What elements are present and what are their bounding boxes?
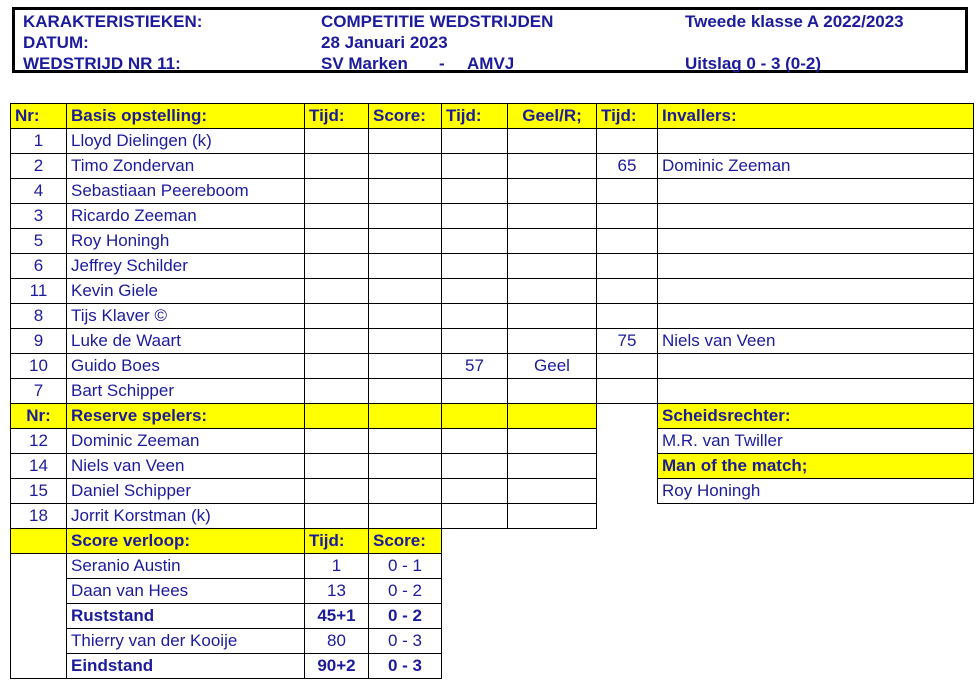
- goal-time: [305, 129, 369, 154]
- substitute-name: [658, 229, 974, 254]
- goal-time: [305, 329, 369, 354]
- score-value: 0 - 3: [369, 629, 442, 654]
- sub-time: [597, 279, 658, 304]
- substitute-name: [658, 179, 974, 204]
- spacer-cell: [442, 604, 508, 629]
- goal-minute: 1: [305, 554, 369, 579]
- reserve-blank: [508, 454, 597, 479]
- goal-score: [369, 379, 442, 404]
- spacer-cell: [442, 629, 508, 654]
- goal-time: [305, 379, 369, 404]
- goal-time: [305, 304, 369, 329]
- player-number: 2: [11, 154, 67, 179]
- goal-score: [369, 154, 442, 179]
- goal-time: [305, 254, 369, 279]
- goal-score: [369, 329, 442, 354]
- card-time: [442, 229, 508, 254]
- goal-score: [369, 354, 442, 379]
- reserve-row: [11, 454, 974, 479]
- reserve-name: Dominic Zeeman: [67, 429, 305, 454]
- sub-time: [597, 229, 658, 254]
- score-value: 0 - 3: [369, 654, 442, 679]
- reserve-number: 14: [11, 454, 67, 479]
- scorer-name: Daan van Hees: [67, 579, 305, 604]
- spacer-cell: [442, 579, 508, 604]
- player-name: Ricardo Zeeman: [67, 204, 305, 229]
- spacer-cell: [508, 554, 597, 579]
- player-number: 10: [11, 354, 67, 379]
- goal-time: [305, 279, 369, 304]
- goal-score: [369, 129, 442, 154]
- substitute-name: [658, 204, 974, 229]
- reserve-blank: [442, 504, 508, 529]
- spacer-cell: [658, 654, 974, 679]
- lineup-row: [11, 179, 974, 204]
- score-row: [11, 604, 974, 629]
- card-type: Geel: [508, 354, 597, 379]
- reserve-blank: [442, 479, 508, 504]
- reserve-blank: [369, 504, 442, 529]
- spacer-cell: [597, 529, 658, 554]
- player-name: Luke de Waart: [67, 329, 305, 354]
- league-season: Tweede klasse A 2022/2023: [685, 12, 904, 31]
- goal-score: [369, 229, 442, 254]
- lineup-row: [11, 379, 974, 404]
- player-number: 4: [11, 179, 67, 204]
- player-name: Tijs Klaver ©: [67, 304, 305, 329]
- reserve-name: Daniel Schipper: [67, 479, 305, 504]
- score-row-blank: [11, 654, 67, 679]
- motm-label: Man of the match;: [658, 454, 974, 479]
- reserve-nr-header: Nr:: [11, 404, 67, 429]
- goal-time: [305, 229, 369, 254]
- player-number: 6: [11, 254, 67, 279]
- score-value: 0 - 2: [369, 579, 442, 604]
- scorer-name: Seranio Austin: [67, 554, 305, 579]
- score-time-header: Tijd:: [305, 529, 369, 554]
- card-time: [442, 279, 508, 304]
- card-type: [508, 204, 597, 229]
- scorer-name: Thierry van der Kooije: [67, 629, 305, 654]
- card-time: [442, 204, 508, 229]
- substitute-name: [658, 379, 974, 404]
- reserve-row: [11, 504, 974, 529]
- scorer-name: Ruststand: [67, 604, 305, 629]
- scorer-name: Eindstand: [67, 654, 305, 679]
- reserve-blank: [508, 429, 597, 454]
- card-time: [442, 329, 508, 354]
- motm-name: Roy Honingh: [658, 479, 974, 504]
- card-type: [508, 304, 597, 329]
- player-name: Sebastiaan Peereboom: [67, 179, 305, 204]
- competition-type: COMPETITIE WEDSTRIJDEN: [321, 12, 554, 31]
- player-name: Bart Schipper: [67, 379, 305, 404]
- goal-minute: 80: [305, 629, 369, 654]
- card-time: [442, 304, 508, 329]
- card-type: [508, 229, 597, 254]
- sub-time: [597, 179, 658, 204]
- player-number: 11: [11, 279, 67, 304]
- sub-time: [597, 354, 658, 379]
- referee-label: Scheidsrechter:: [658, 404, 974, 429]
- match-header: [12, 7, 968, 73]
- away-team: AMVJ: [467, 54, 515, 73]
- goal-time: [305, 354, 369, 379]
- player-number: 5: [11, 229, 67, 254]
- reserve-row: [11, 479, 974, 504]
- player-name: Guido Boes: [67, 354, 305, 379]
- lineup-row: [11, 254, 974, 279]
- spacer-cell: [442, 654, 508, 679]
- lineup-row: [11, 279, 974, 304]
- spacer-cell: [597, 629, 658, 654]
- reserve-header-blank: [369, 404, 442, 429]
- reserve-header-blank: [442, 404, 508, 429]
- goal-score: [369, 179, 442, 204]
- reserve-name: Niels van Veen: [67, 454, 305, 479]
- reserve-blank: [369, 429, 442, 454]
- spacer-cell: [442, 554, 508, 579]
- goal-time: [305, 154, 369, 179]
- player-name: Kevin Giele: [67, 279, 305, 304]
- reserve-blank: [369, 454, 442, 479]
- score-row-blank: [11, 579, 67, 604]
- goal-time: [305, 204, 369, 229]
- substitute-name: [658, 129, 974, 154]
- player-name: Timo Zondervan: [67, 154, 305, 179]
- sub-time: [597, 204, 658, 229]
- spacer-cell: [508, 579, 597, 604]
- goal-minute: 13: [305, 579, 369, 604]
- reserve-blank: [508, 504, 597, 529]
- score-header-row: [11, 529, 974, 554]
- reserve-header: Reserve spelers:: [67, 404, 305, 429]
- reserve-blank: [305, 429, 369, 454]
- card-type: [508, 379, 597, 404]
- characteristics-label: KARAKTERISTIEKEN:: [23, 12, 203, 31]
- spacer-cell: [658, 629, 974, 654]
- sub-time: [597, 254, 658, 279]
- substitute-name: [658, 354, 974, 379]
- card-type: [508, 279, 597, 304]
- score-progress-header: Score verloop:: [67, 529, 305, 554]
- reserve-row: [11, 429, 974, 454]
- player-name: Jeffrey Schilder: [67, 254, 305, 279]
- spacer-cell: [658, 554, 974, 579]
- reserve-blank: [508, 479, 597, 504]
- goal-minute: 90+2: [305, 654, 369, 679]
- score-row: [11, 629, 974, 654]
- date-label: DATUM:: [23, 33, 89, 52]
- match-sheet-table: [10, 103, 974, 679]
- player-name: Roy Honingh: [67, 229, 305, 254]
- score-value: 0 - 1: [369, 554, 442, 579]
- tijd-header: Tijd:: [305, 104, 369, 129]
- reserve-header-row: [11, 404, 974, 429]
- substitute-name: [658, 254, 974, 279]
- spacer-cell: [508, 529, 597, 554]
- spacer-cell: [597, 504, 658, 529]
- player-number: 3: [11, 204, 67, 229]
- basis-header: Basis opstelling:: [67, 104, 305, 129]
- spacer-cell: [658, 504, 974, 529]
- spacer-cell: [508, 654, 597, 679]
- score-row: [11, 654, 974, 679]
- reserve-name: Jorrit Korstman (k): [67, 504, 305, 529]
- invallers-header: Invallers:: [658, 104, 974, 129]
- score-row-blank: [11, 554, 67, 579]
- spacer-cell: [597, 604, 658, 629]
- lineup-row: [11, 154, 974, 179]
- sub-time: [597, 129, 658, 154]
- reserve-blank: [305, 504, 369, 529]
- substitute-name: Dominic Zeeman: [658, 154, 974, 179]
- referee-name: M.R. van Twiller: [658, 429, 974, 454]
- goal-score: [369, 304, 442, 329]
- match-result: Uitslag 0 - 3 (0-2): [685, 54, 822, 73]
- spacer-cell: [442, 529, 508, 554]
- goal-time: [305, 179, 369, 204]
- score-row: [11, 554, 974, 579]
- goal-score: [369, 254, 442, 279]
- card-time-header: Tijd:: [442, 104, 508, 129]
- player-number: 8: [11, 304, 67, 329]
- player-number: 1: [11, 129, 67, 154]
- reserve-blank: [442, 429, 508, 454]
- lineup-row: [11, 204, 974, 229]
- lineup-row: [11, 304, 974, 329]
- reserve-number: 18: [11, 504, 67, 529]
- reserve-blank: [442, 454, 508, 479]
- match-number-label: WEDSTRIJD NR 11:: [23, 54, 181, 73]
- goal-score: [369, 279, 442, 304]
- spacer-cell: [658, 579, 974, 604]
- spacer-cell: [597, 579, 658, 604]
- card-time: [442, 379, 508, 404]
- spacer-cell: [597, 479, 658, 504]
- card-type: [508, 254, 597, 279]
- spacer-cell: [597, 404, 658, 429]
- substitute-name: Niels van Veen: [658, 329, 974, 354]
- reserve-header-blank: [305, 404, 369, 429]
- card-header: Geel/R;: [508, 104, 597, 129]
- player-name: Lloyd Dielingen (k): [67, 129, 305, 154]
- score-row: [11, 579, 974, 604]
- home-team: SV Marken: [321, 54, 408, 73]
- reserve-number: 12: [11, 429, 67, 454]
- card-type: [508, 179, 597, 204]
- goal-minute: 45+1: [305, 604, 369, 629]
- sub-time-header: Tijd:: [597, 104, 658, 129]
- lineup-row: [11, 229, 974, 254]
- card-time: [442, 254, 508, 279]
- score-row-blank: [11, 604, 67, 629]
- card-time: 57: [442, 354, 508, 379]
- card-time: [442, 179, 508, 204]
- score-header: Score:: [369, 104, 442, 129]
- sub-time: 65: [597, 154, 658, 179]
- nr-header: Nr:: [11, 104, 67, 129]
- score-value-header: Score:: [369, 529, 442, 554]
- player-number: 9: [11, 329, 67, 354]
- card-type: [508, 129, 597, 154]
- reserve-header-blank: [508, 404, 597, 429]
- score-value: 0 - 2: [369, 604, 442, 629]
- team-separator: -: [439, 54, 445, 73]
- sub-time: 75: [597, 329, 658, 354]
- spacer-cell: [508, 604, 597, 629]
- card-time: [442, 154, 508, 179]
- spacer-cell: [508, 629, 597, 654]
- substitute-name: [658, 279, 974, 304]
- score-header-blank: [11, 529, 67, 554]
- substitute-name: [658, 304, 974, 329]
- match-date: 28 Januari 2023: [321, 33, 448, 52]
- goal-score: [369, 204, 442, 229]
- player-number: 7: [11, 379, 67, 404]
- spacer-cell: [597, 454, 658, 479]
- reserve-blank: [305, 454, 369, 479]
- reserve-blank: [369, 479, 442, 504]
- lineup-header-row: [11, 104, 974, 129]
- spacer-cell: [658, 529, 974, 554]
- card-type: [508, 329, 597, 354]
- spacer-cell: [597, 654, 658, 679]
- sub-time: [597, 304, 658, 329]
- lineup-row: [11, 329, 974, 354]
- lineup-row: [11, 129, 974, 154]
- reserve-number: 15: [11, 479, 67, 504]
- spacer-cell: [658, 604, 974, 629]
- card-type: [508, 154, 597, 179]
- spacer-cell: [597, 554, 658, 579]
- lineup-row: [11, 354, 974, 379]
- card-time: [442, 129, 508, 154]
- reserve-blank: [305, 479, 369, 504]
- sub-time: [597, 379, 658, 404]
- score-row-blank: [11, 629, 67, 654]
- spacer-cell: [597, 429, 658, 454]
